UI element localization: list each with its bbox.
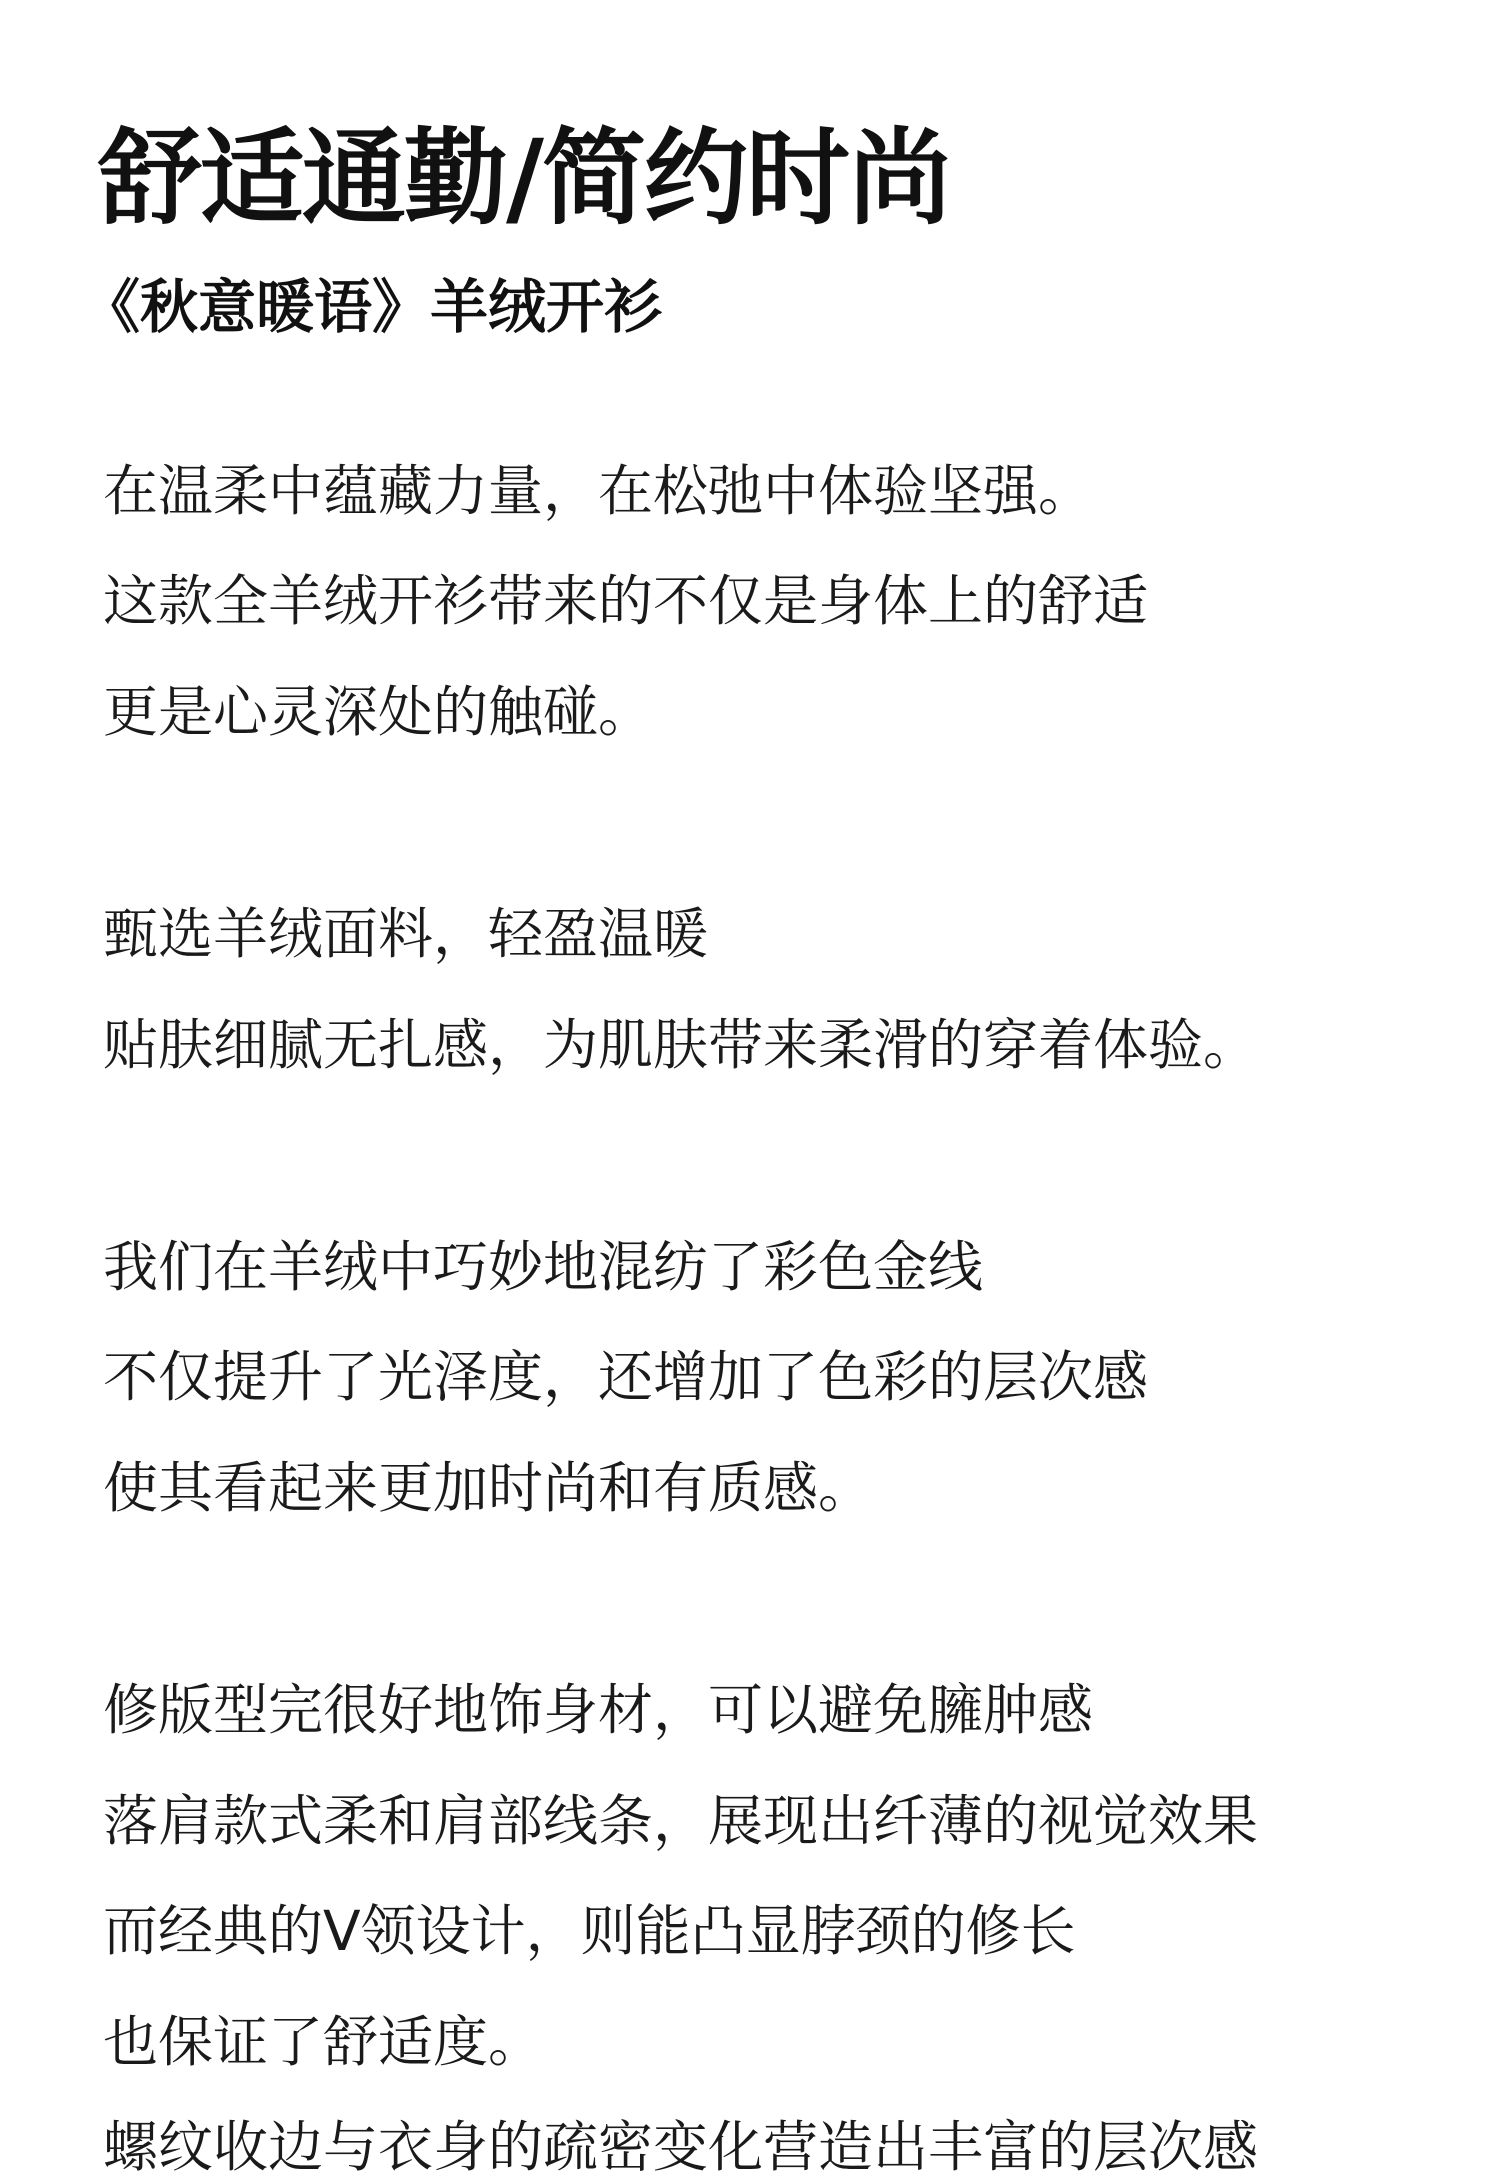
body-text-line: 落肩款式柔和肩部线条，展现出纤薄的视觉效果 [103,1789,1259,1853]
body-text-line: 更是心灵深处的触碰。 [103,680,654,744]
body-text-line: 使其看起来更加时尚和有质感。 [103,1456,874,1520]
body-text-line: 螺纹收边与衣身的疏密变化营造出丰富的层次感 [103,2115,1259,2179]
body-text-line: 甄选羊绒面料，轻盈温暖 [103,902,709,966]
page-title: 舒适通勤/简约时尚 [98,117,950,239]
body-text-line: 也保证了舒适度。 [103,2010,544,2074]
body-text-line: 在温柔中蕴藏力量，在松弛中体验坚强。 [103,459,1094,523]
body-text-line: 而经典的V领设计，则能凸显脖颈的修长 [103,1899,1076,1963]
body-text-line: 我们在羊绒中巧妙地混纺了彩色金线 [103,1235,984,1299]
body-text-line: 不仅提升了光泽度，还增加了色彩的层次感 [103,1345,1149,1409]
page-subtitle: 《秋意暖语》羊绒开衫 [82,273,663,341]
body-text-line: 贴肤细腻无扎感，为肌肤带来柔滑的穿着体验。 [103,1013,1259,1077]
body-text-line: 这款全羊绒开衫带来的不仅是身体上的舒适 [103,569,1149,633]
body-text-line: 修版型完很好地饰身材，可以避免臃肿感 [103,1678,1094,1742]
